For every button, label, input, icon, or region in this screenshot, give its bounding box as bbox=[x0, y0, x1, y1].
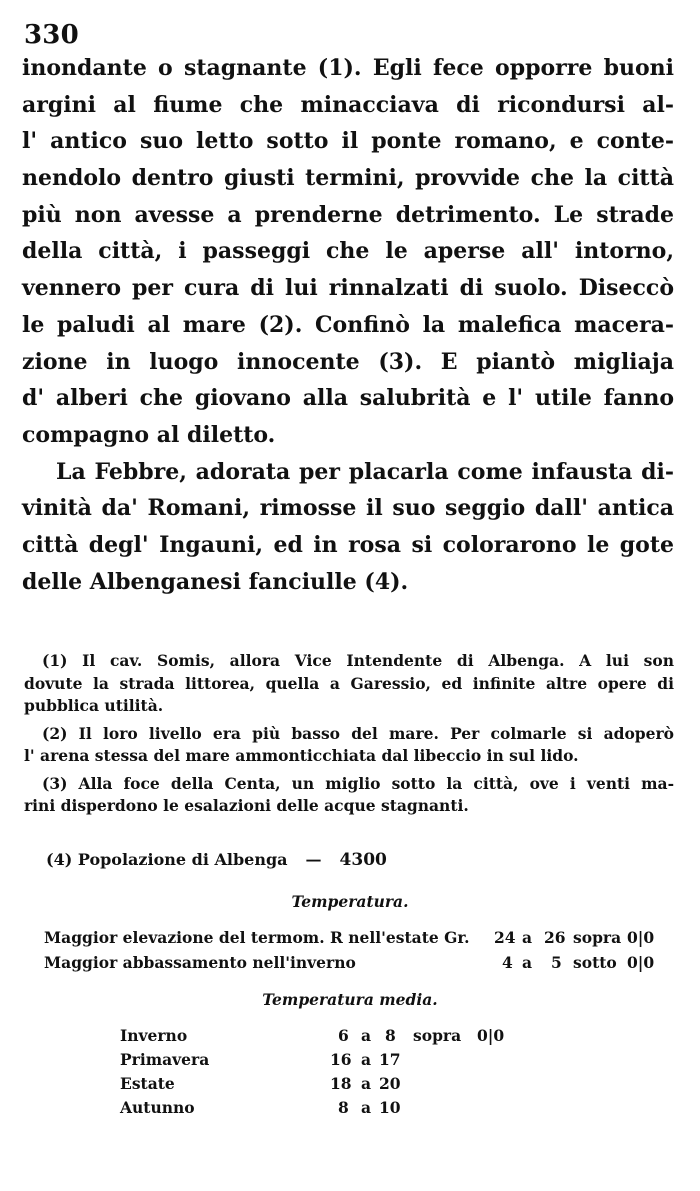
temperature-ref: 0|0 bbox=[627, 953, 655, 972]
temperature-sep: a bbox=[522, 928, 533, 947]
season-sep: a bbox=[361, 1074, 372, 1093]
season-to: 10 bbox=[379, 1098, 401, 1117]
population-label: (4) Popolazione di Albenga bbox=[46, 850, 288, 869]
text-line: delle Albenganesi fanciulle (4). bbox=[22, 568, 409, 595]
footnote-line: (1) Il cav. Somis, allora Vice Intendente di Albenga. A lui son bbox=[42, 651, 674, 670]
footnote-1 bbox=[24, 650, 674, 718]
temperatura-media-heading: Temperatura media. bbox=[262, 990, 438, 1009]
temperature-from: 4 bbox=[502, 953, 513, 972]
season-from: 16 bbox=[330, 1050, 352, 1069]
page-number: 330 bbox=[24, 20, 79, 50]
season-sep: a bbox=[361, 1050, 372, 1069]
season-name: Estate bbox=[120, 1074, 175, 1093]
text-line: compagno al diletto. bbox=[22, 421, 276, 448]
text-line: della città, i passeggi che le aperse all' intorno, bbox=[22, 238, 674, 265]
text-line: inondante o stagnante (1). Egli fece opporre buoni bbox=[22, 55, 674, 81]
text-line: l' antico suo letto sotto il ponte romano, e conte- bbox=[22, 128, 674, 155]
footnote-3 bbox=[24, 773, 674, 818]
footnote-line: pubblica utilità. bbox=[24, 696, 164, 715]
season-from: 6 bbox=[338, 1026, 349, 1045]
footnote-line: (3) Alla foce della Centa, un miglio sotto la città, ove i venti ma- bbox=[42, 773, 674, 793]
text-line: le paludi al mare (2). Confinò la malefica macera- bbox=[22, 311, 674, 338]
text-line: nendolo dentro giusti termini, provvide che la città bbox=[22, 165, 674, 192]
temperature-label: Maggior abbassamento nell'inverno bbox=[44, 953, 356, 972]
season-from: 8 bbox=[338, 1098, 349, 1117]
temperature-relation: sotto bbox=[573, 953, 617, 972]
footnote-line: l' arena stessa del mare ammonticchiata dal libeccio in sul lido. bbox=[24, 746, 579, 765]
season-from: 18 bbox=[330, 1074, 352, 1093]
temperature-sep: a bbox=[522, 953, 533, 972]
temperature-label: Maggior elevazione del termom. R nell'estate Gr. bbox=[44, 928, 470, 947]
season-ref: 0|0 bbox=[477, 1026, 505, 1045]
population-line bbox=[46, 850, 387, 870]
season-to: 20 bbox=[379, 1074, 401, 1093]
season-name: Primavera bbox=[120, 1050, 210, 1069]
temperature-to: 26 bbox=[544, 928, 566, 947]
season-relation: sopra bbox=[413, 1026, 462, 1045]
temperature-ref: 0|0 bbox=[627, 928, 655, 947]
text-line: La Febbre, adorata per placarla come infausta di- bbox=[56, 458, 674, 485]
season-to: 17 bbox=[379, 1050, 401, 1069]
text-line: vennero per cura di lui rinnalzati di suolo. Diseccò bbox=[22, 275, 674, 302]
season-to: 8 bbox=[385, 1026, 396, 1045]
paragraph-2 bbox=[22, 454, 674, 601]
text-line: città degl' Ingauni, ed in rosa si colorarono le gote bbox=[22, 531, 674, 558]
season-sep: a bbox=[361, 1026, 372, 1045]
temperature-to: 5 bbox=[551, 953, 562, 972]
text-line: più non avesse a prenderne detrimento. Le strade bbox=[22, 201, 674, 228]
footnote-line: rini disperdono le esalazioni delle acque stagnanti. bbox=[24, 796, 469, 815]
season-name: Autunno bbox=[120, 1098, 195, 1117]
main-body-text bbox=[22, 50, 674, 600]
population-dash: — bbox=[305, 850, 322, 869]
temperature-relation: sopra bbox=[573, 928, 622, 947]
paragraph-1 bbox=[22, 50, 674, 454]
population-value: 4300 bbox=[339, 850, 387, 870]
season-sep: a bbox=[361, 1098, 372, 1117]
text-line: zione in luogo innocente (3). E piantò migliaja bbox=[22, 348, 674, 375]
footnote-2 bbox=[24, 723, 674, 768]
temperature-from: 24 bbox=[494, 928, 516, 947]
text-line: d' alberi che giovano alla salubrità e l' utile fanno bbox=[22, 385, 674, 412]
footnotes bbox=[24, 650, 674, 818]
text-line: vinità da' Romani, rimosse il suo seggio dall' antica bbox=[22, 495, 674, 522]
temperatura-heading: Temperatura. bbox=[291, 892, 409, 911]
season-name: Inverno bbox=[120, 1026, 188, 1045]
text-line: argini al fiume che minacciava di ricondursi al- bbox=[22, 91, 674, 118]
footnote-line: (2) Il loro livello era più basso del mare. Per colmarle si adoperò bbox=[42, 723, 674, 743]
footnote-line: dovute la strada littorea, quella a Garessio, ed infinite altre opere di bbox=[24, 673, 674, 693]
